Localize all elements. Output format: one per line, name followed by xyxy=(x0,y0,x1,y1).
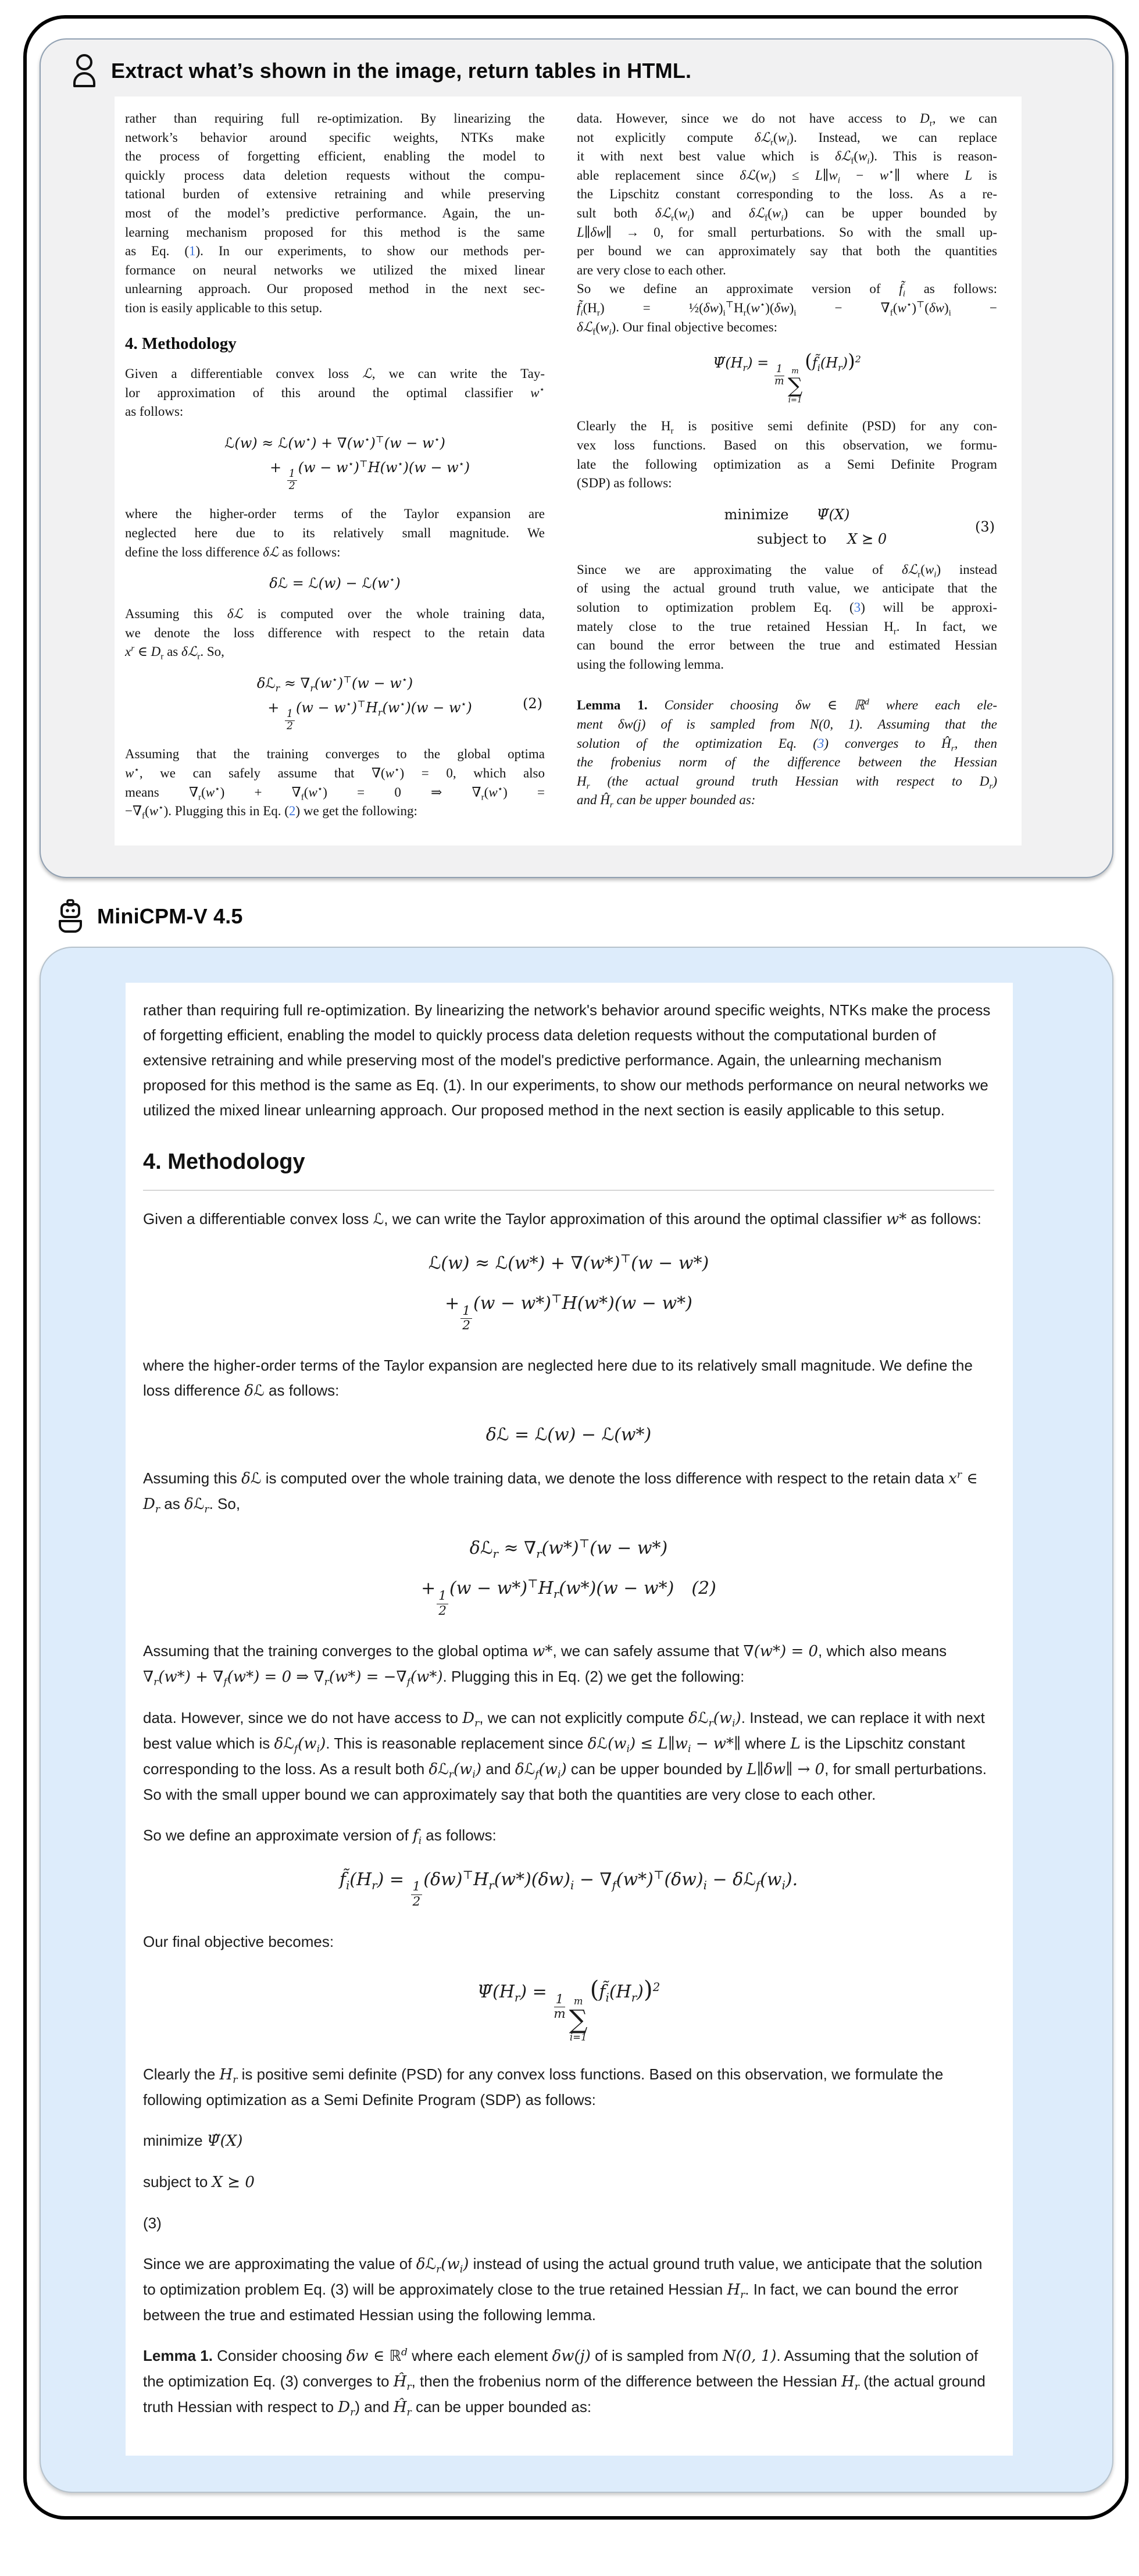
paper-text-line: tational burden of extensive retraining and while preserving xyxy=(125,187,545,202)
paper-text-line: Assuming this δℒ is computed over the whole training data, xyxy=(125,606,545,622)
paper-text-line: Given a differentiable convex loss ℒ, we can write the Tay- xyxy=(125,366,545,381)
paper-text-line: where the higher-order terms of the Taylor expansion are xyxy=(125,506,545,522)
response-paragraph: data. However, since we do not have access to $D_r$, we can not explicitly compute $\delta ℒ_r(w_i)$. Instead, we can replace it with next best value which is $\delta ℒ_f(w_i)$. This is reasonable replacement since $\delta ℒ(w_i)$ ≤ $L\parallel w_i$ − w*∥ where L is the Lipschitz constant corresponding to the loss. As a result both $\delta ℒ_r(w_i)$ and $\delta ℒ_f(w_i)$ can be upper bounded by L∥δw∥ → 0, for small perturbations. So with the small upper bound we can approximately say that both the quantities are very close to each other. xyxy=(143,1708,987,1803)
equation-row: + $\frac{1}{2}$ $(w - w^⋆)^⊤H_r(w^⋆)(w - w^⋆)$ xyxy=(267,698,472,732)
paper-text-line: neglected here due to its relatively small magnitude. We xyxy=(125,525,545,540)
response-paragraph: So we define an approximate version of $f_i$ as follows: xyxy=(143,1826,497,1847)
user-icon xyxy=(72,53,97,88)
equation-row: δℒ$_r$ ≈ $\nabla_r(w^⋆)^⊤(w - w^⋆)$ xyxy=(256,673,413,694)
paper-text-line: can bound the error between the true and estimated Hessian xyxy=(577,638,997,653)
paper-column-right xyxy=(577,109,997,821)
paper-text-line: $\delta ℒ_f(w_i)$. Our final objective becomes: xyxy=(577,319,778,337)
paper-text-line: means $\nabla_r(w^⋆) + \nabla_f(w^⋆) = 0$ ⇒ $\nabla_r(w^⋆)$ = xyxy=(125,783,545,802)
paper-text-line: rather than requiring full re-optimization. By linearizing the xyxy=(125,111,545,126)
paper-text-line: quickly process data deletion requests without the compu- xyxy=(125,167,545,183)
paper-text-line: define the loss difference δℒ as follows: xyxy=(125,544,341,559)
paper-equation xyxy=(125,434,545,492)
equation-row: δℒ$_r$ ≈ $\nabla_r(w*)^⊤(w - w*)$ xyxy=(469,1537,668,1561)
paper-text-line: vex loss functions. Based on this observation, we formu- xyxy=(577,437,997,452)
paper-text-line: the Lipschitz constant corresponding to the loss. As a re- xyxy=(577,187,997,202)
response-paragraph: Since we are approximating the value of $\delta ℒ_r(w_i)$ instead of using the actual ground truth value, we anticipate that the solution to optimization problem Eq. (3) will be approximately close to the true retained Hessian $H_r$. In fact, we can bound the error between the true and estimated Hessian using the following lemma. xyxy=(143,2255,983,2324)
paper-text-line: Clearly the $H_r$ is positive semi definite (PSD) for any con- xyxy=(577,419,998,436)
paper-text-line: So we define an approximate version of $f̃_i$ as follows: xyxy=(577,281,997,299)
paper-text-line: we denote the loss difference with respect to the retain data xyxy=(125,625,545,640)
paper-text-line: Lemma 1. Consider choosing δw ∈ ℝ$^d$ where each ele- xyxy=(577,697,997,713)
equation-row: minimize Ψ̃(X) xyxy=(724,506,850,523)
paper-equation xyxy=(125,675,545,732)
equation-row: δℒ = ℒ(w) − ℒ(w*) xyxy=(485,1425,652,1446)
paper-text-line: solution to optimization problem Eq. (3) will be approxi- xyxy=(577,600,997,615)
paper-text-line: lor approximation of this around the optimal classifier w⋆ xyxy=(125,384,545,400)
paper-text-line: (SDP) as follows: xyxy=(577,476,672,491)
attached-paper-image[interactable] xyxy=(115,97,1022,845)
paper-text-line: tion is easily applicable to this setup. xyxy=(125,300,323,315)
response-equation xyxy=(143,1423,994,1446)
paper-text-line: solution of the optimization Eq. (3) converges to $Ĥ_r$, then xyxy=(577,736,997,754)
response-equation xyxy=(143,1868,994,1910)
response-paragraph: subject to X ⪰ 0 xyxy=(143,2173,255,2192)
paper-paragraph xyxy=(577,417,997,493)
response-paragraph: Assuming that the training converges to the global optima w*, we can safely assume that ∇(w*) = 0, which also means $\nabla_r(w*) + \nabla_f(w*) = 0$ ⇒ $\nabla_r(w*) = -\nabla_f(w*)$. Plugging this in Eq. (2) we get the following: xyxy=(143,1642,947,1688)
equation-row: $\Psĩ(H_r)$ = $\frac{1}{m}$ m ∑ i=1 $(f̃_i(H_r))^2$ xyxy=(713,350,861,405)
paper-text-line: learning mechanism proposed for this method is the same xyxy=(125,224,545,240)
user-message-text: Extract what’s shown in the image, return tables in HTML. xyxy=(111,59,692,83)
response-heading: 4. Methodology xyxy=(143,1149,305,1174)
response-paragraph: where the higher-order terms of the Taylor expansion are neglected here due to its relatively small magnitude. We define the loss difference δℒ as follows: xyxy=(143,1357,973,1400)
response-paragraph: Our final objective becomes: xyxy=(143,1932,334,1950)
response-paragraph: Assuming this δℒ is computed over the whole training data, we denote the loss difference with respect to the retain data $x^r$ ∈ $D_r$ as δℒ$_r$. So, xyxy=(143,1469,978,1516)
paper-text-line: formance on neural networks we utilized the mixed linear xyxy=(125,262,545,277)
equation-row: ℒ(w) ≈ ℒ(w*) + ∇(w*)⊤(w − w*) xyxy=(428,1251,709,1273)
paper-text-line: the frobenius norm of the difference between the Hessian xyxy=(577,755,997,770)
paper-paragraph xyxy=(125,365,545,422)
equation-row: $\Psĩ(H_r)$ = $\frac{1}{m}$ m ∑ i=1 $(f̃_i(H_r))^2$ xyxy=(477,1975,660,2043)
robot-icon xyxy=(58,899,83,934)
paper-text-line: mately close to the true retained Hessian $H_r$. In fact, we xyxy=(577,619,997,637)
assistant-bubble xyxy=(40,947,1113,2493)
paper-text-line: ment δw(j) of is sampled from N(0, 1). Assuming that the xyxy=(577,716,997,732)
paper-paragraph xyxy=(125,505,545,562)
equation-row: ℒ(w) ≈ ℒ(w⋆) + ∇(w⋆)⊤(w − w⋆) xyxy=(224,433,445,451)
paper-text-line: data. However, since we do not have access to $D_r$, we can xyxy=(577,111,997,129)
user-message-header xyxy=(41,53,1112,88)
assistant-content xyxy=(126,983,1013,2456)
equation-row: + $\frac{1}{2}$ (w − w⋆)⊤H(w⋆)(w − w⋆) xyxy=(269,458,470,492)
equation-row: δℒ = ℒ(w) − ℒ(w⋆) xyxy=(269,574,401,592)
response-paragraph: (3) xyxy=(143,2214,162,2232)
equation-row: subject to X ⪰ 0 xyxy=(756,530,887,547)
paper-text-line: most of the model’s predictive performance. Again, the un- xyxy=(125,205,545,220)
paper-text-line: Assuming that the training converges to the global optima xyxy=(125,747,545,762)
response-paragraph: minimize Ψ̃(X) xyxy=(143,2132,243,2150)
heading-rule xyxy=(143,1190,994,1191)
paper-text-line: are very close to each other. xyxy=(577,262,726,277)
paper-text-line: $H_r$ (the actual ground truth Hessian with respect to $D_r$) xyxy=(577,773,997,791)
response-paragraph: rather than requiring full re-optimization. By linearizing the network's behavior around specific weights, NTKs make the process of forgetting efficient, enabling the model to quickly process data deletion requests without the computational burden of extensive retraining and while preserving most of the model's predictive performance. Again, the unlearning mechanism proposed for this method is the same as Eq. (1). In our experiments, to show our methods performance on neural networks we utilized the mixed linear unlearning approach. Our proposed method in the next section is easily applicable to this setup. xyxy=(143,1001,991,1119)
paper-paragraph xyxy=(577,696,997,810)
response-equation xyxy=(143,1537,994,1618)
response-paragraph: Lemma 1. Consider choosing δw ∈ ℝ$^d$ where each element δw(j) of is sampled from N(0, 1). Assuming that the solution of the optimization Eq. (3) converges to $Ĥ_r$, then the frobenius norm of the difference between the Hessian $H_r$ (the actual ground truth Hessian with respect to $D_r$) and $Ĥ_r$ can be upper bounded as: xyxy=(143,2346,986,2419)
paper-text-line: $f̃_i(H_r)$ = $\frac{1}{2}(\delta w)_i^⊤H_r(w^⋆)(\delta w)_i - \nabla_f(w^⋆)^⊤(\delta w)_i$ − xyxy=(577,299,997,318)
paper-text-line: as Eq. (1). In our experiments, to show our methods per- xyxy=(125,244,545,259)
paper-text-line: as follows: xyxy=(125,404,184,419)
paper-text-line: $-\nabla_f(w^⋆)$. Plugging this in Eq. (2) we get the following: xyxy=(125,802,417,821)
paper-text-line: the process of forgetting efficient, enabling the model to xyxy=(125,149,545,164)
assistant-header xyxy=(58,899,1125,934)
equation-number: (2) xyxy=(523,695,542,712)
paper-paragraph xyxy=(577,561,997,675)
paper-paragraph xyxy=(125,109,545,318)
paper-column-left xyxy=(125,109,545,821)
paper-text-line: per bound we can approximately say that both the quantities xyxy=(577,244,997,259)
paper-paragraph xyxy=(577,109,997,280)
paper-text-line: L∥δw∥ → 0, for small perturbations. So with the small up- xyxy=(577,224,997,240)
paper-paragraph xyxy=(125,605,545,662)
paper-equation xyxy=(577,349,997,404)
paper-section-heading: 4. Methodology xyxy=(125,334,237,353)
paper-text-line: using the following lemma. xyxy=(577,657,724,672)
paper-paragraph xyxy=(577,280,997,337)
equation-number: (3) xyxy=(975,518,995,535)
paper-equation xyxy=(125,575,545,592)
user-message-card xyxy=(40,38,1113,878)
paper-text-line: able replacement since $\delta ℒ(w_i)$ ≤ $L\parallel w_i$ − w⋆∥ where L is xyxy=(577,167,997,185)
response-equation xyxy=(143,1252,994,1333)
response-equation xyxy=(143,1974,994,2043)
paper-text-line: late the following optimization as a Semi Definite Program xyxy=(577,456,997,472)
paper-text-line: it with next best value which is $\delta ℒ_f(w_i)$. This is reason- xyxy=(577,149,997,166)
paper-text-line: $x^r$ ∈ $D_r$ as δℒ$_r$. So, xyxy=(125,643,224,662)
equation-row: $f̃_i(H_r)$ = $\frac{1}{2}$ $(\delta w)^⊤H_r(w*)(\delta w)_i - \nabla_f(w*)^⊤(\delta w)_i$ − $\delta ℒ_f(w_i)$. xyxy=(339,1868,798,1910)
paper-paragraph xyxy=(125,745,545,820)
paper-text-line: sult both $\delta ℒ_r(w_i)$ and $\delta ℒ_f(w_i)$ can be upper bounded by xyxy=(577,205,997,223)
response-paragraph: Clearly the $H_r$ is positive semi definite (PSD) for any convex loss functions. Based on this observation, we formulate the following optimization as a Semi Definite Program (SDP) as follows: xyxy=(143,2065,944,2109)
paper-text-line: w⋆, we can safely assume that ∇(w⋆) = 0, which also xyxy=(125,765,545,781)
paper-text-line: of using the actual ground truth value, we anticipate that the xyxy=(577,581,997,596)
paper-equation xyxy=(577,506,997,548)
paper-text-line: Since we are approximating the value of $\delta ℒ_r(w_i)$ instead xyxy=(577,562,998,580)
paper-text-line: network’s behavior around specific weights, NTKs make xyxy=(125,130,545,145)
paper-text-line: unlearning approach. Our proposed method in the next sec- xyxy=(125,281,545,297)
response-paragraph: Given a differentiable convex loss ℒ, we can write the Taylor approximation of this around the optimal classifier w* as follows: xyxy=(143,1209,981,1228)
paper-text-line: not explicitly compute $\delta ℒ_r(w_i)$. Instead, we can replace xyxy=(577,130,997,148)
assistant-name: MiniCPM-V 4.5 xyxy=(97,904,243,928)
equation-row: + $\frac{1}{2}$ $(w - w*)^⊤H_r(w*)(w - w*)$ (2) xyxy=(421,1577,716,1618)
equation-row: + $\frac{1}{2}$ (w − w*)⊤H(w*)(w − w*) xyxy=(445,1291,692,1333)
chat-window xyxy=(23,15,1129,2520)
paper-text-line: and $Ĥ_r$ can be upper bounded as: xyxy=(577,793,756,810)
